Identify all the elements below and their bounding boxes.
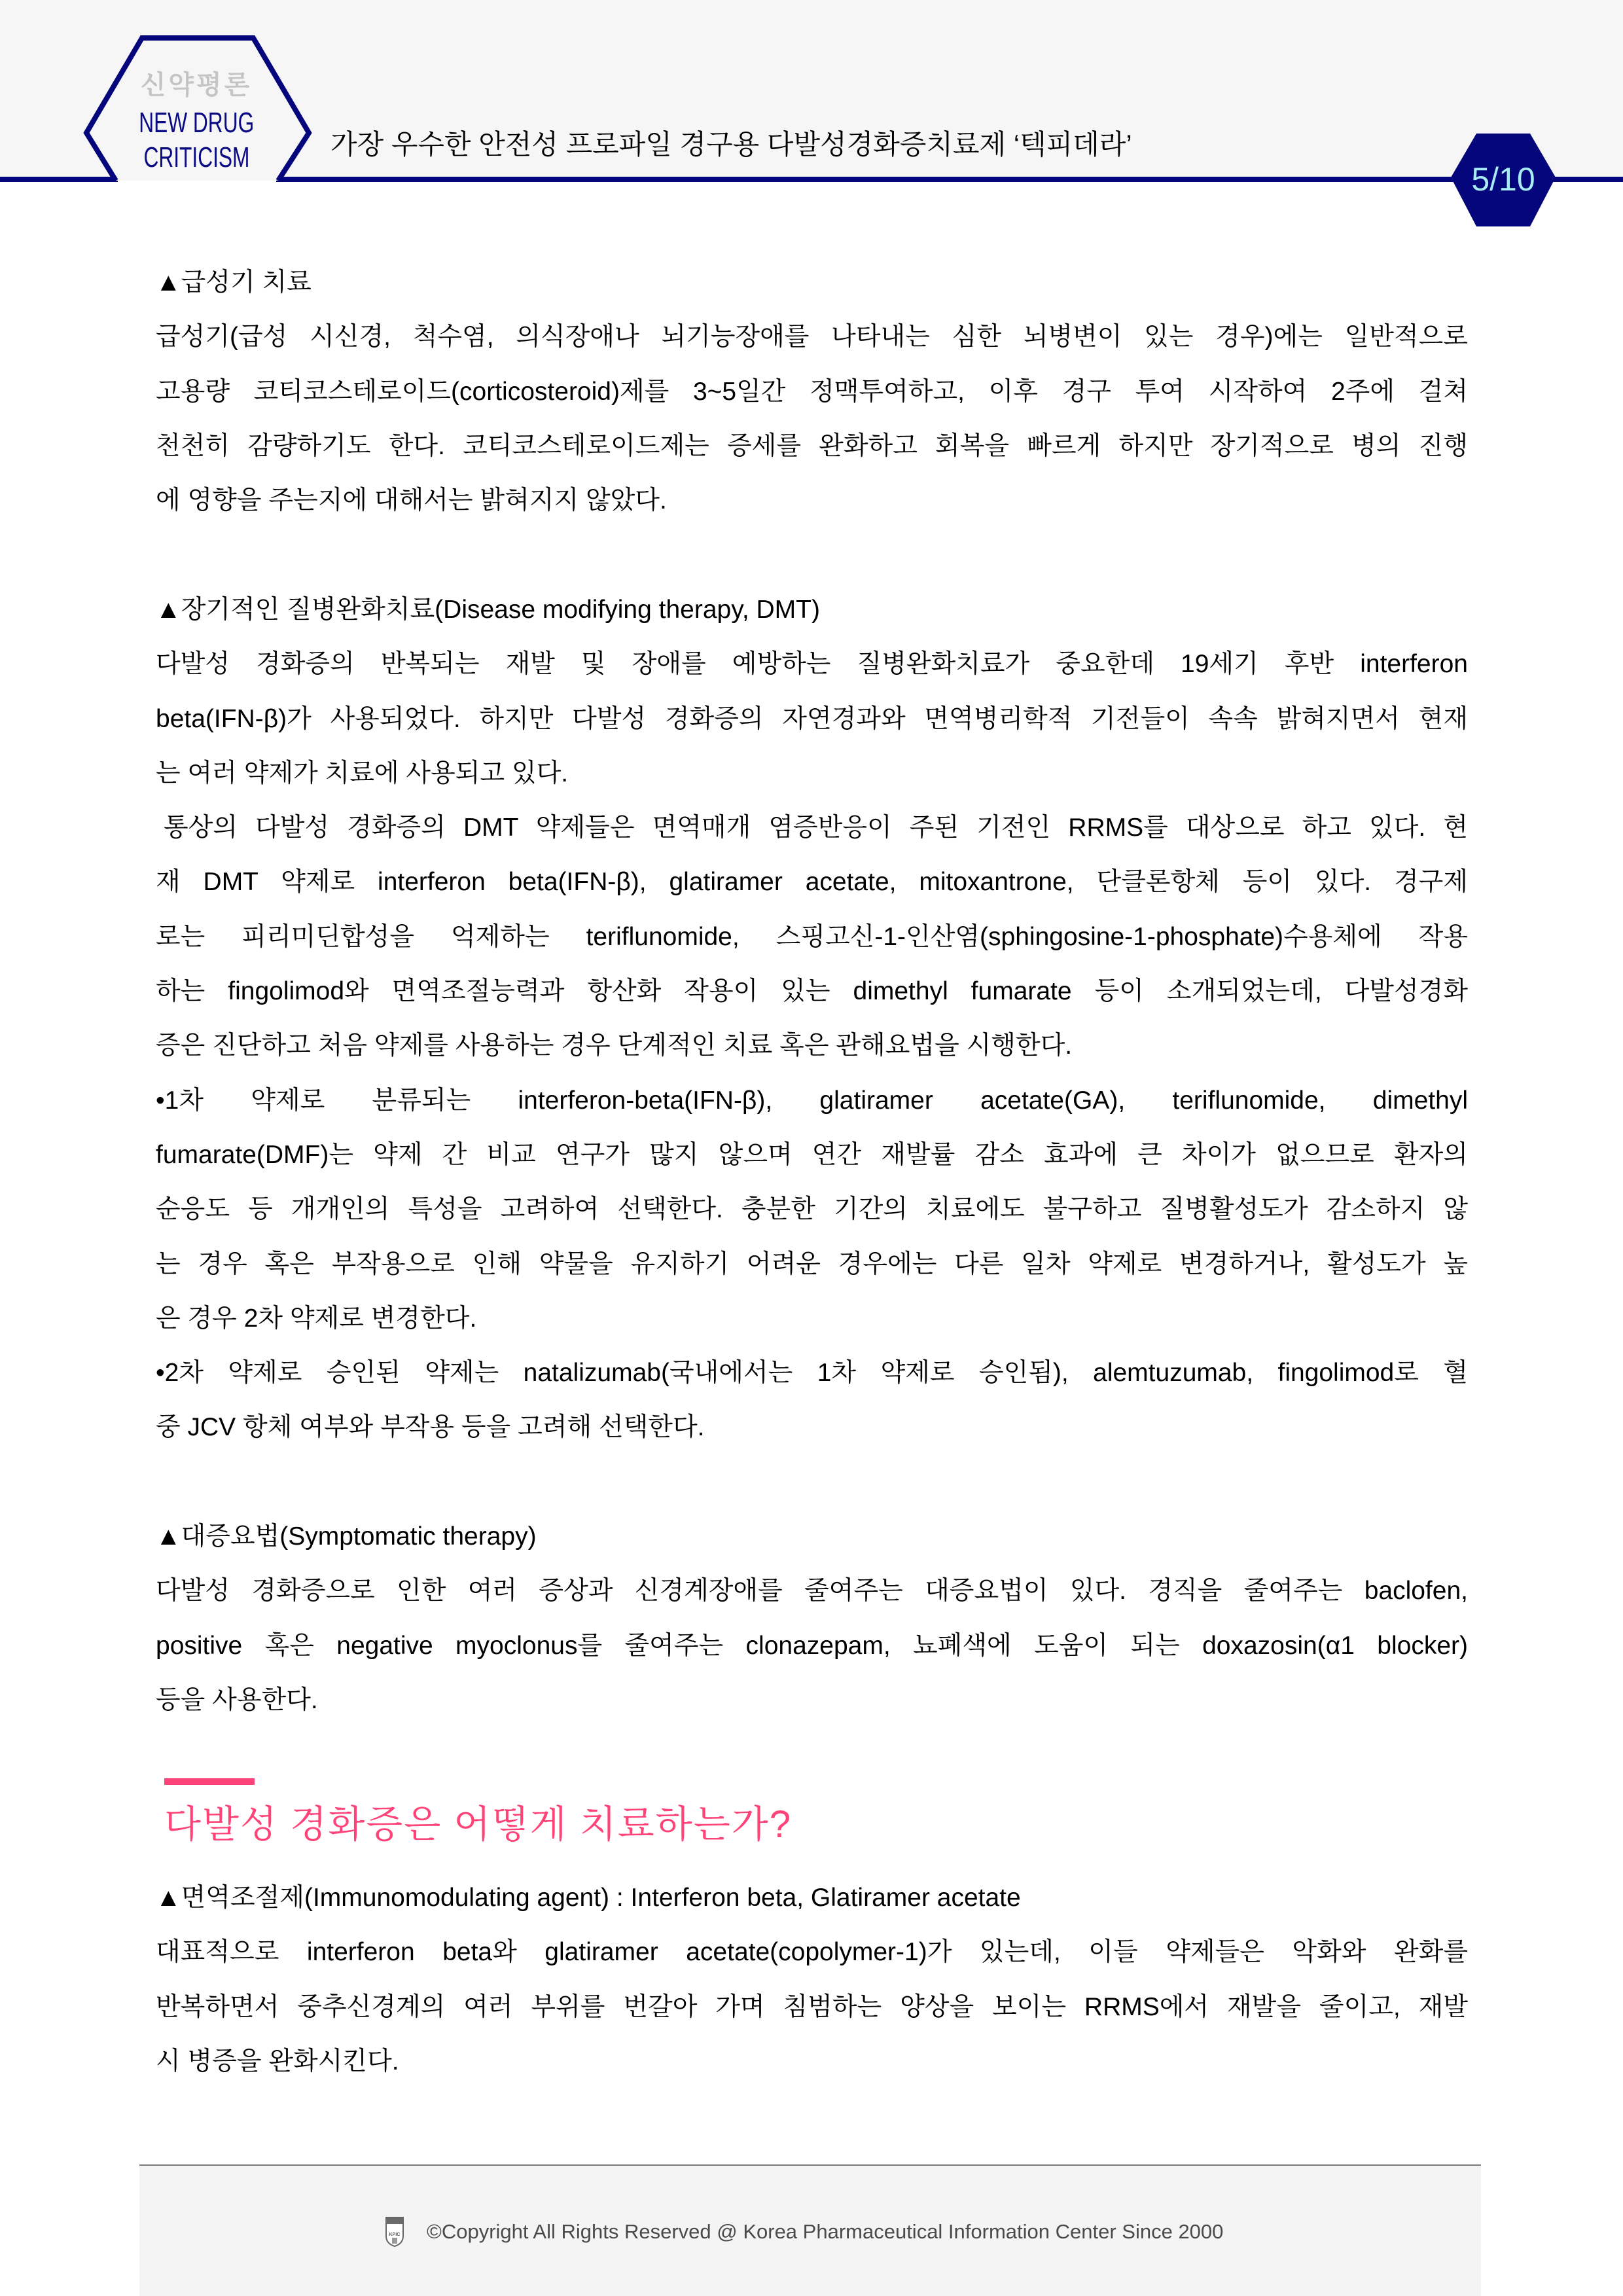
section-symptomatic-therapy [156, 1509, 1468, 1727]
paragraph-line: 통상의 다발성 경화증의 DMT 약제들은 면역매개 염증반응이 주된 기전인 RRMS를 대상으로 하고 있다. 현 [164, 814, 1468, 842]
paragraph [156, 1925, 1468, 2089]
logo-english-line1-text: NEW DRUG [139, 107, 254, 139]
paragraph-line: 다발성 경화증으로 인한 여러 증상과 신경계장애를 줄여주는 대증요법이 있다. 경직을 줄여주는 baclofen, [156, 1577, 1468, 1605]
paragraph [156, 637, 1468, 800]
section-title-accent-bar [164, 1778, 255, 1785]
paragraph-line: 시 병증을 완화시킨다. [156, 2047, 399, 2075]
paragraph-line: 로는 피리미딘합성을 억제하는 teriflunomide, 스핑고신-1-인산염(sphingosine-1-phosphate)수용체에 작용 [156, 922, 1468, 951]
logo-english-line2-text: CRITICISM [143, 141, 249, 173]
paragraph-line: positive 혹은 negative myoclonus를 줄여주는 clonazepam, 뇨폐색에 도움이 되는 doxazosin(α1 blocker) [156, 1631, 1468, 1660]
paragraph-line: 는 경우 혹은 부작용으로 인해 약물을 유지하기 어려운 경우에는 다른 일차 약제로 변경하거나, 활성도가 높 [156, 1249, 1468, 1278]
paragraph-line: 다발성 경화증의 반복되는 재발 및 장애를 예방하는 질병완화치료가 중요한데 19세기 후반 interferon [156, 650, 1468, 679]
paragraph-line: fumarate(DMF)는 약제 간 비교 연구가 많지 않으며 연간 재발률 감소 효과에 큰 차이가 없으므로 환자의 [156, 1140, 1468, 1169]
paragraph [156, 310, 1468, 528]
bullet-paragraph [156, 1346, 1468, 1455]
paragraph-line: 반복하면서 중추신경계의 여러 부위를 번갈아 가며 침범하는 양상을 보이는 RRMS에서 재발을 줄이고, 재발 [156, 1992, 1468, 2021]
paragraph-line: 순응도 등 개개인의 특성을 고려하여 선택한다. 충분한 기간의 치료에도 불구하고 질병활성도가 감소하지 않 [156, 1195, 1468, 1224]
section-title: 다발성 경화증은 어떻게 치료하는가? [164, 1803, 793, 1846]
page-indicator: 5/10 [1471, 161, 1535, 198]
section-heading: ▲대증요법(Symptomatic therapy) [156, 1522, 537, 1551]
paragraph-line: 재 DMT 약제로 interferon beta(IFN-β), glatiramer acetate, mitoxantrone, 단클론항체 등이 있다. 경구제 [156, 868, 1468, 897]
document-title: 가장 우수한 안전성 프로파일 경구용 다발성경화증치료제 ‘텍피데라’ [330, 129, 1132, 160]
copyright-text: ©Copyright All Rights Reserved @ Korea Pharmaceutical Information Center Since 2000 [427, 2220, 1224, 2243]
header-divider-line [276, 177, 1623, 182]
paragraph [156, 800, 1468, 1073]
section-immunomodulating-agent [156, 1871, 1468, 2089]
paragraph-line: 하는 fingolimod와 면역조절능력과 항산화 작용이 있는 dimethyl fumarate 등이 소개되었는데, 다발성경화 [156, 977, 1468, 1006]
paragraph-line: 천천히 감량하기도 한다. 코티코스테로이드제는 증세를 완화하고 회복을 빠르게 하지만 장기적으로 병의 진행 [156, 431, 1468, 460]
bullet-paragraph [156, 1073, 1468, 1346]
section-heading: ▲면역조절제(Immunomodulating agent) : Interferon beta, Glatiramer acetate [156, 1884, 1021, 1912]
section-dmt [156, 583, 1468, 1455]
paragraph-line: 증은 진단하고 처음 약제를 사용하는 경우 단계적인 치료 혹은 관해요법을 시행한다. [156, 1031, 1073, 1060]
paragraph-line: 에 영향을 주는지에 대해서는 밝혀지지 않았다. [156, 486, 667, 515]
paragraph-line: 고용량 코티코스테로이드(corticosteroid)제를 3~5일간 정맥투여하고, 이후 경구 투여 시작하여 2주에 걸쳐 [156, 377, 1468, 406]
paragraph-line: 는 여러 약제가 치료에 사용되고 있다. [156, 759, 569, 787]
paragraph-line: 대표적으로 interferon beta와 glatiramer acetate(copolymer-1)가 있는데, 이들 약제들은 악화와 완화를 [156, 1938, 1468, 1967]
kpic-shield-icon [385, 2216, 404, 2248]
section-heading: ▲급성기 치료 [156, 268, 312, 296]
logo-english-line1 [111, 109, 281, 137]
paragraph [156, 1564, 1468, 1727]
paragraph-line: beta(IFN-β)가 사용되었다. 하지만 다발성 경화증의 자연경과와 면역병리학적 기전들이 속속 밝혀지면서 현재 [156, 704, 1468, 733]
paragraph-line: 중 JCV 항체 여부와 부작용 등을 고려해 선택한다. [156, 1413, 705, 1442]
logo-english-line2 [111, 143, 281, 172]
paragraph-line: 등을 사용한다. [156, 1685, 318, 1714]
paragraph-line: •2차 약제로 승인된 약제는 natalizumab(국내에서는 1차 약제로 승인됨), alemtuzumab, fingolimod로 혈 [156, 1359, 1468, 1388]
paragraph-line: 은 경우 2차 약제로 변경한다. [156, 1304, 477, 1333]
section-heading: ▲장기적인 질병완화치료(Disease modifying therapy, DMT) [156, 596, 820, 624]
paragraph-line: •1차 약제로 분류되는 interferon-beta(IFN-β), glatiramer acetate(GA), teriflunomide, dimethyl [156, 1086, 1468, 1115]
section-acute-treatment [156, 255, 1468, 528]
paragraph-line: 급성기(급성 시신경, 척수염, 의식장애나 뇌기능장애를 나타내는 심한 뇌병변이 있는 경우)에는 일반적으로 [156, 323, 1468, 351]
logo-korean-text: 신약평론 [140, 71, 253, 99]
kpic-logo-text: KPIC [389, 2233, 401, 2237]
